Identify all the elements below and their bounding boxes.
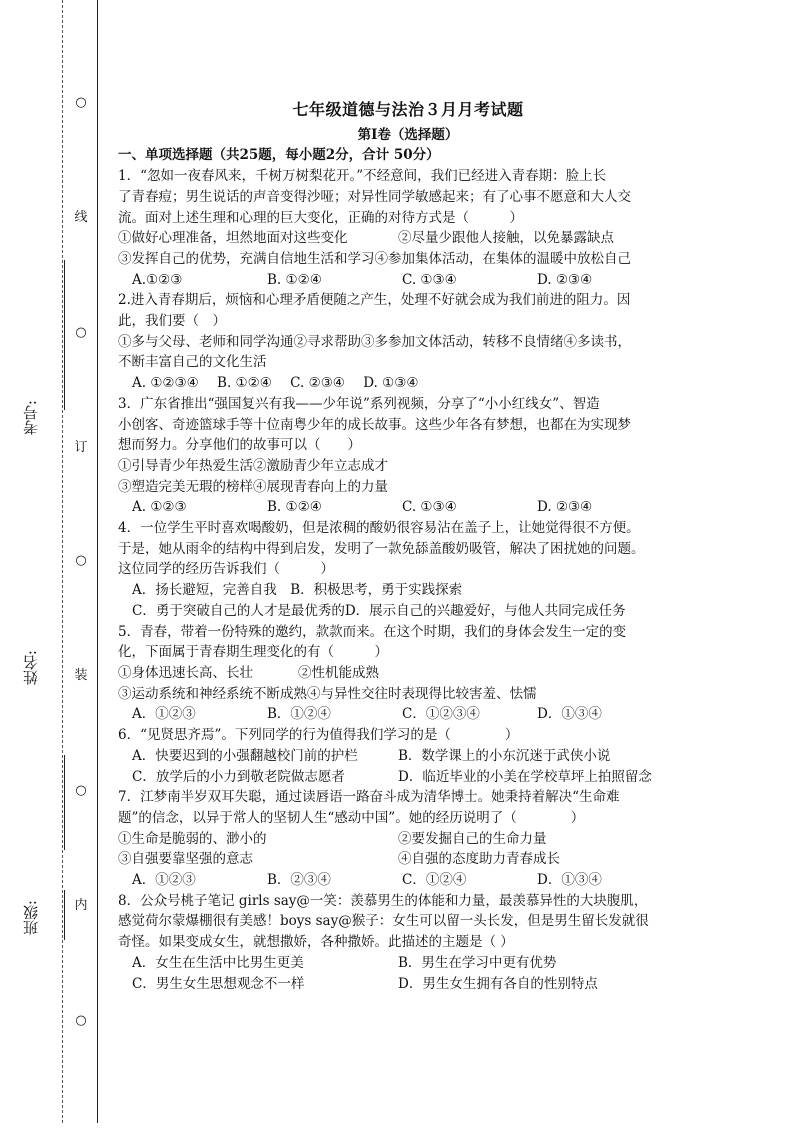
option-b[interactable]: B．男生在学习中更有优势 — [398, 954, 557, 971]
option-d[interactable]: D．临近毕业的小美在学校草坪上拍照留念 — [398, 768, 652, 785]
question-7 — [118, 787, 698, 891]
statement: 不断丰富自己的文化生活 — [118, 354, 267, 371]
question-stem: 8．公众号桃子笔记 girls say@一笑：羡慕男生的体能和力量，最羡慕异性的大块腹肌， — [118, 892, 648, 909]
statement: ①生命是脆弱的、渺小的 — [118, 830, 267, 847]
class-field[interactable] — [20, 880, 60, 1140]
option-c[interactable]: C. ②③④ — [290, 375, 345, 392]
binding-mark-bind: 装 — [70, 668, 92, 684]
option-d[interactable]: D．①③④ — [537, 706, 602, 723]
question-4 — [118, 518, 698, 622]
statement: ③运动系统和神经系统不断成熟④与异性交往时表现得比较害羞、怯懦 — [118, 685, 537, 702]
class-blank[interactable] — [64, 890, 65, 940]
statement: ①引导青少年热爱生活②激励青少年立志成才 — [118, 457, 388, 474]
option-d[interactable]: D．①③④ — [537, 872, 602, 889]
option-c[interactable]: C. ①③④ — [402, 271, 457, 288]
answer-options — [118, 870, 698, 891]
question-stem: 7．江梦南半岁双耳失聪，通过读唇语一路奋斗成为清华博士。她秉持着解决“生命难 — [118, 789, 620, 806]
question-stem: 于是，她从雨伞的结构中得到启发，发明了一款免舔盖酸奶吸管，解决了困扰她的问题。 — [118, 540, 645, 557]
binding-solid-line — [97, 0, 98, 1123]
student-name-label: 姓名: — [22, 650, 40, 686]
option-a[interactable]: A．①②③ — [132, 706, 196, 723]
statement: ①多与父母、老师和同学沟通②寻求帮助③多参加文体活动，转移不良情绪④多读书， — [118, 333, 631, 350]
question-6 — [118, 725, 698, 787]
statement: ④自强的态度助力青春成长 — [398, 851, 560, 868]
answer-options — [118, 953, 698, 974]
binding-circle-mark: ○ — [70, 95, 92, 111]
answer-options-line[interactable]: C．勇于突破自己的人才是最优秀的D．展示自己的兴趣爱好，与他人共同完成任务 — [132, 602, 626, 619]
question-1 — [118, 166, 698, 290]
student-name-field[interactable] — [20, 590, 60, 850]
option-a[interactable]: A．女生在生活中比男生更美 — [132, 954, 304, 971]
option-c[interactable]: C．放学后的小力到敬老院做志愿者 — [132, 768, 345, 785]
option-d[interactable]: D. ②③④ — [537, 499, 593, 516]
statement: ③自强要靠坚强的意志 — [118, 851, 253, 868]
statement: ①做好心理准备，坦然地面对这些变化 — [118, 230, 348, 247]
option-b[interactable]: B. ①②④ — [267, 271, 322, 288]
binding-mark-line: 线 — [70, 210, 92, 226]
question-stem: 了青春痘；男生说话的声音变得沙哑；对异性同学敏感起来；有了心事不愿意和大人交 — [118, 188, 631, 205]
option-c[interactable]: C．①②③④ — [402, 706, 480, 723]
statement: ②尽量少跟他人接触，以免暴露缺点 — [398, 230, 614, 247]
question-stem: 5．青春，带着一份特殊的邀约，款款而来。在这个时期，我们的身体会发生一定的变 — [118, 623, 627, 640]
answer-options — [118, 746, 698, 767]
volume-label: 第Ⅰ卷（选择题） — [357, 126, 459, 143]
option-d[interactable]: D. ②③④ — [537, 271, 593, 288]
question-stem: 此，我们要（ ） — [118, 313, 226, 330]
option-b[interactable]: B. ①②④ — [217, 375, 272, 392]
question-stem: 感觉荷尔蒙爆棚很有美感！boys say@猴子：女生可以留一头长发，但是男生留长发就很 — [118, 913, 649, 930]
option-a[interactable]: A. ①②③ — [132, 499, 187, 516]
option-a[interactable]: A. ①②③④ — [132, 375, 199, 392]
answer-options — [118, 974, 698, 995]
binding-circle-mark: ○ — [70, 783, 92, 799]
option-a[interactable]: A.①②③ — [132, 271, 183, 288]
answer-options — [118, 767, 698, 788]
binding-mark-order: 订 — [70, 440, 92, 456]
option-c[interactable]: C．男生女生思想观念不一样 — [132, 975, 305, 992]
option-a[interactable]: A．①②③ — [132, 872, 196, 889]
statement: ③发挥自己的优势，充满自信地生活和学习④参加集体活动，在集体的温暖中放松自己 — [118, 250, 631, 267]
question-3 — [118, 394, 698, 518]
exam-number-blank[interactable] — [64, 260, 65, 410]
answer-options — [118, 497, 698, 518]
binding-circle-mark: ○ — [70, 553, 92, 569]
option-d[interactable]: D. ①③④ — [363, 375, 419, 392]
binding-circle-mark: ○ — [70, 1013, 92, 1029]
answer-options — [118, 270, 698, 291]
statement: ②性机能成熟 — [298, 664, 379, 681]
student-name-blank[interactable] — [64, 755, 65, 850]
statement-row — [118, 228, 698, 249]
answer-options — [118, 704, 698, 725]
question-8 — [118, 891, 698, 995]
statement-row — [118, 829, 698, 850]
binding-circle-mark: ○ — [70, 325, 92, 341]
exam-title: 七年级道德与法治３月月考试题 — [292, 100, 524, 119]
exam-number-label: 考号: — [22, 400, 40, 436]
question-2 — [118, 290, 698, 394]
binding-mark-inner: 内 — [70, 898, 92, 914]
statement-row — [118, 849, 698, 870]
question-stem: 1．“忽如一夜春风来，千树万树梨花开。”不经意间，我们已经进入青春期：脸上长 — [118, 168, 607, 185]
statement: ③塑造完美无瑕的榜样④展现青春向上的力量 — [118, 478, 388, 495]
question-stem: 奇怪。如果变成女生，就想撒娇，各种撒娇。此描述的主题是（ ） — [118, 934, 514, 951]
class-label: 班级: — [22, 900, 40, 936]
statement-row — [118, 663, 698, 684]
question-stem: 化，下面属于青春期生理变化的有（ ） — [118, 644, 388, 661]
question-stem: 流。面对上述生理和心理的巨大变化，正确的对待方式是（ ） — [118, 209, 523, 226]
answer-options — [118, 373, 698, 394]
section-heading: 一、单项选择题（共25题，每小题2分，合计 50分） — [118, 147, 440, 164]
option-c[interactable]: C. ①③④ — [402, 499, 457, 516]
statement: ②要发掘自己的生命力量 — [398, 830, 547, 847]
option-a[interactable]: A．快要迟到的小强翻越校门前的护栏 — [132, 747, 358, 764]
binding-dotted-line — [62, 0, 63, 1123]
option-d[interactable]: D．男生女生拥有各自的性别特点 — [398, 975, 598, 992]
option-b[interactable]: B．②③④ — [267, 872, 331, 889]
option-b[interactable]: B．①②④ — [267, 706, 331, 723]
question-stem: 3．广东省推出“强国复兴有我——少年说”系列视频，分享了“小小红线女”、智造 — [118, 395, 600, 412]
question-5 — [118, 622, 698, 726]
question-stem: 2.进入青春期后，烦恼和心理矛盾便随之产生，处理不好就会成为我们前进的阻力。因 — [118, 292, 631, 309]
question-stem: 4．一位学生平时喜欢喝酸奶，但是浓稠的酸奶很容易沾在盖子上，让她觉得很不方便。 — [118, 520, 640, 537]
question-stem: 小创客、奇迹篮球手等十位南粤少年的成长故事。这些少年各有梦想，也都在为实现梦 — [118, 416, 631, 433]
statement: ①身体迅速长高、长壮 — [118, 664, 253, 681]
question-stem: 这位同学的经历告诉我们（ ） — [118, 561, 334, 578]
question-stem: 6．“见贤思齐焉”。下列同学的行为值得我们学习的是（ ） — [118, 727, 519, 744]
option-b[interactable]: B．数学课上的小东沉迷于武侠小说 — [398, 747, 611, 764]
option-b[interactable]: B. ①②④ — [267, 499, 322, 516]
option-c[interactable]: C．①②④ — [402, 872, 467, 889]
question-stem: 想而努力。分享他们的故事可以（ ） — [118, 437, 361, 454]
exam-paper — [118, 100, 698, 994]
question-stem: 题”的信念，以异于常人的坚韧人生“感动中国”。她的经历说明了（ ） — [118, 809, 585, 826]
answer-options-line[interactable]: A．扬长避短，完善自我 B．积极思考，勇于实践探索 — [132, 582, 463, 599]
